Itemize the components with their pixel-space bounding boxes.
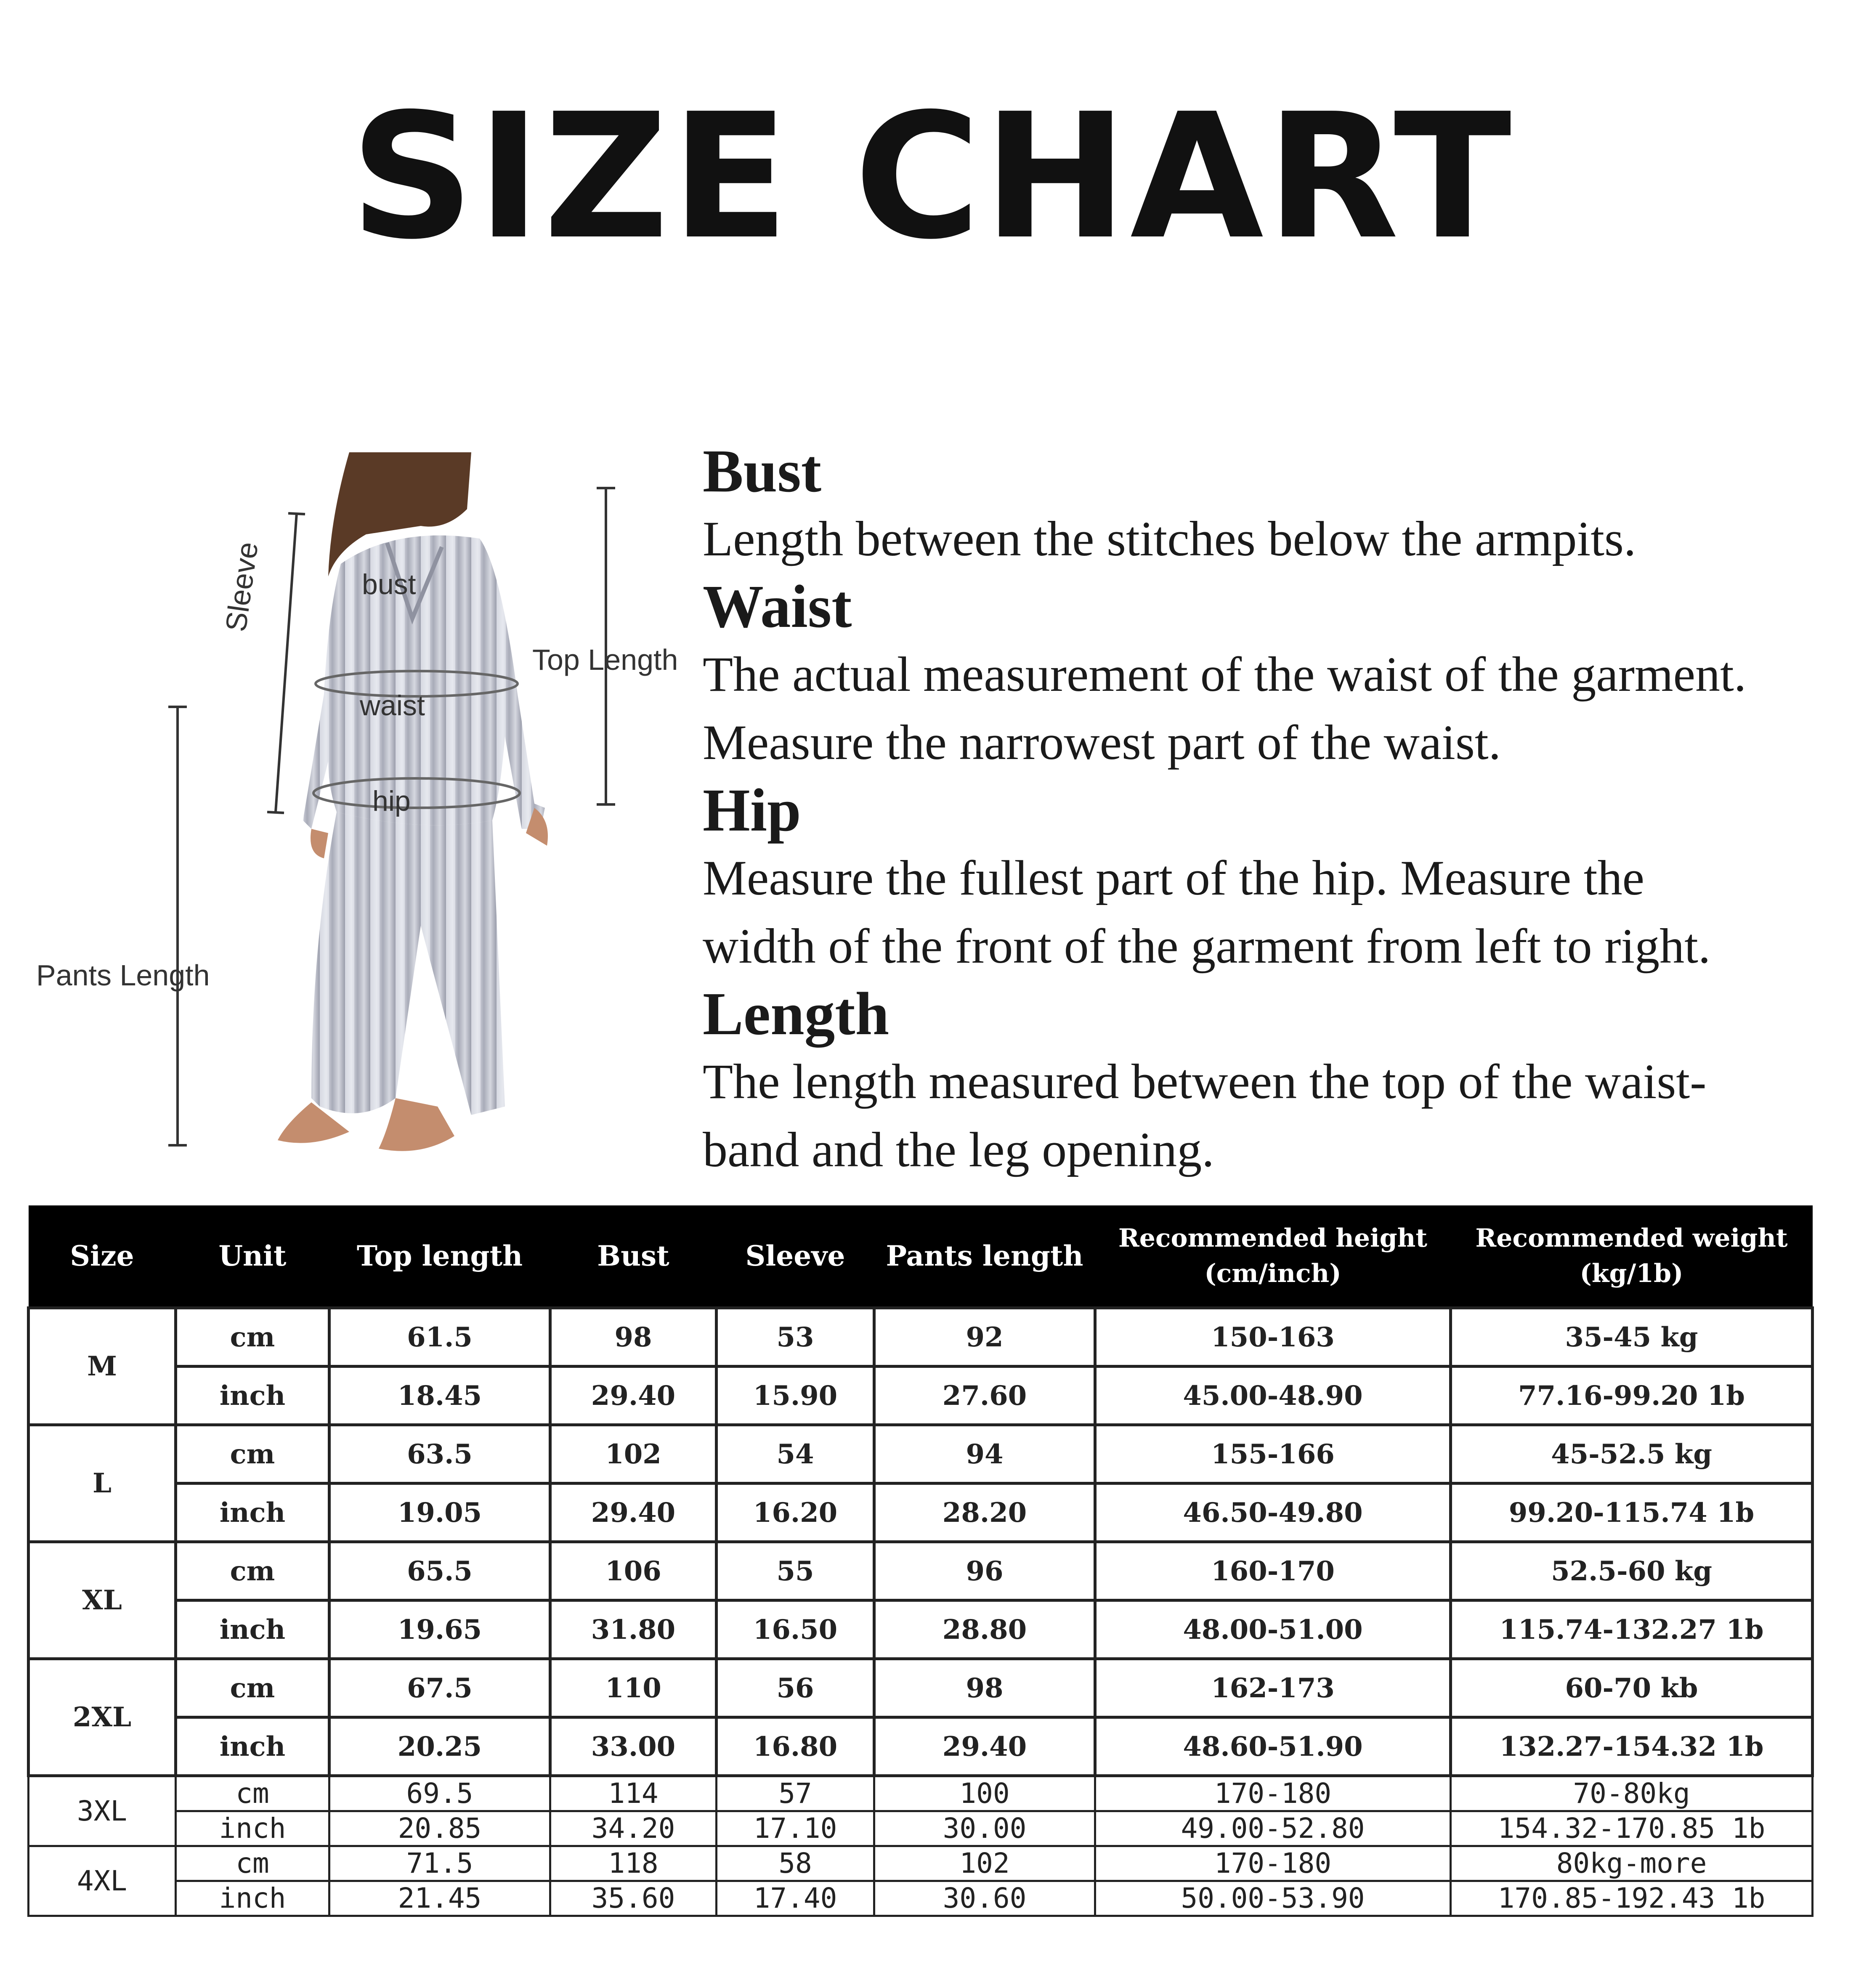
header-line: (cm/inch): [1204, 1259, 1341, 1288]
value-cell: 20.25: [329, 1717, 550, 1776]
header-line: Recommended height: [1118, 1224, 1428, 1253]
unit-cell: inch: [176, 1600, 329, 1659]
table-row: [29, 1308, 1813, 1367]
table-row: [29, 1600, 1813, 1659]
value-cell: 28.80: [874, 1600, 1095, 1659]
table-row: [29, 1542, 1813, 1600]
value-cell: 132.27-154.32 1b: [1451, 1717, 1813, 1776]
value-cell: 118: [550, 1846, 717, 1881]
value-cell: 18.45: [329, 1367, 550, 1425]
value-cell: 65.5: [329, 1542, 550, 1600]
size-table: [27, 1205, 1814, 1917]
value-cell: 92: [874, 1308, 1095, 1367]
header-recommended-height: [1095, 1205, 1451, 1308]
definition-text: Measure the fullest part of the hip. Measure the: [703, 850, 1644, 905]
value-cell: 29.40: [874, 1717, 1095, 1776]
value-cell: 100: [874, 1776, 1095, 1811]
value-cell: 69.5: [329, 1776, 550, 1811]
bust-label: bust: [362, 568, 416, 600]
definition-length: [703, 980, 1847, 1184]
value-cell: 53: [717, 1308, 874, 1367]
definition-text: The actual measurement of the waist of the garment.: [703, 647, 1747, 702]
value-cell: 61.5: [329, 1308, 550, 1367]
unit-cell: cm: [176, 1425, 329, 1484]
value-cell: 48.60-51.90: [1095, 1717, 1451, 1776]
value-cell: 56: [717, 1659, 874, 1717]
unit-cell: inch: [176, 1881, 329, 1916]
value-cell: 63.5: [329, 1425, 550, 1484]
garment-figure: [17, 442, 698, 1178]
value-cell: 30.00: [874, 1811, 1095, 1846]
measurement-definitions: [703, 438, 1847, 1184]
value-cell: 162-173: [1095, 1659, 1451, 1717]
definition-text: Length between the stitches below the armpits.: [703, 511, 1636, 566]
value-cell: 58: [717, 1846, 874, 1881]
definition-heading: Length: [703, 980, 890, 1048]
value-cell: 27.60: [874, 1367, 1095, 1425]
header-unit: Unit: [176, 1205, 329, 1308]
table-row: [29, 1811, 1813, 1846]
definition-text: band and the leg opening.: [703, 1122, 1214, 1177]
definition-heading: Waist: [703, 573, 852, 640]
unit-cell: cm: [176, 1846, 329, 1881]
value-cell: 114: [550, 1776, 717, 1811]
table-row: [29, 1367, 1813, 1425]
value-cell: 80kg-more: [1451, 1846, 1813, 1881]
value-cell: 45-52.5 kg: [1451, 1425, 1813, 1484]
header-recommended-weight: [1451, 1205, 1813, 1308]
value-cell: 16.50: [717, 1600, 874, 1659]
definition-text: width of the front of the garment from left to right.: [703, 918, 1711, 974]
table-row: [29, 1846, 1813, 1881]
value-cell: 71.5: [329, 1846, 550, 1881]
table-row: [29, 1659, 1813, 1717]
unit-cell: inch: [176, 1717, 329, 1776]
top-length-label: Top Length: [532, 643, 678, 676]
value-cell: 98: [874, 1659, 1095, 1717]
unit-cell: inch: [176, 1367, 329, 1425]
header-sleeve: Sleeve: [717, 1205, 874, 1308]
table-row: [29, 1484, 1813, 1542]
value-cell: 99.20-115.74 1b: [1451, 1484, 1813, 1542]
value-cell: 54: [717, 1425, 874, 1484]
unit-cell: cm: [176, 1308, 329, 1367]
value-cell: 16.20: [717, 1484, 874, 1542]
value-cell: 30.60: [874, 1881, 1095, 1916]
value-cell: 28.20: [874, 1484, 1095, 1542]
hip-label: hip: [372, 785, 411, 817]
table-header-row: [29, 1205, 1813, 1308]
value-cell: 29.40: [550, 1367, 717, 1425]
table-row: [29, 1425, 1813, 1484]
value-cell: 77.16-99.20 1b: [1451, 1367, 1813, 1425]
value-cell: 67.5: [329, 1659, 550, 1717]
value-cell: 155-166: [1095, 1425, 1451, 1484]
value-cell: 160-170: [1095, 1542, 1451, 1600]
header-line: Recommended weight: [1475, 1224, 1788, 1253]
header-line: (kg/1b): [1580, 1259, 1683, 1288]
size-cell: M: [29, 1308, 176, 1425]
value-cell: 170.85-192.43 1b: [1451, 1881, 1813, 1916]
definition-hip: [703, 777, 1847, 980]
value-cell: 34.20: [550, 1811, 717, 1846]
page-title: SIZE CHART: [350, 76, 1514, 277]
value-cell: 170-180: [1095, 1846, 1451, 1881]
value-cell: 35.60: [550, 1881, 717, 1916]
size-cell: XL: [29, 1542, 176, 1659]
table-row: [29, 1881, 1813, 1916]
value-cell: 106: [550, 1542, 717, 1600]
value-cell: 60-70 kb: [1451, 1659, 1813, 1717]
value-cell: 110: [550, 1659, 717, 1717]
value-cell: 57: [717, 1776, 874, 1811]
unit-cell: inch: [176, 1484, 329, 1542]
value-cell: 154.32-170.85 1b: [1451, 1811, 1813, 1846]
value-cell: 52.5-60 kg: [1451, 1542, 1813, 1600]
value-cell: 33.00: [550, 1717, 717, 1776]
definition-text: Measure the narrowest part of the waist.: [703, 715, 1501, 770]
value-cell: 20.85: [329, 1811, 550, 1846]
definition-text: The length measured between the top of the waist-: [703, 1054, 1707, 1109]
pajama-illustration: [17, 442, 698, 1178]
unit-cell: cm: [176, 1776, 329, 1811]
value-cell: 98: [550, 1308, 717, 1367]
unit-cell: cm: [176, 1659, 329, 1717]
size-cell: 2XL: [29, 1659, 176, 1776]
sleeve-label: Sleeve: [219, 540, 265, 634]
definition-heading: Bust: [703, 438, 822, 505]
size-cell: L: [29, 1425, 176, 1542]
definition-waist: [703, 573, 1847, 777]
table-body: [29, 1308, 1813, 1916]
value-cell: 35-45 kg: [1451, 1308, 1813, 1367]
value-cell: 94: [874, 1425, 1095, 1484]
header-pants-length: Pants length: [874, 1205, 1095, 1308]
value-cell: 31.80: [550, 1600, 717, 1659]
value-cell: 19.05: [329, 1484, 550, 1542]
header-top-length: Top length: [329, 1205, 550, 1308]
value-cell: 115.74-132.27 1b: [1451, 1600, 1813, 1659]
value-cell: 29.40: [550, 1484, 717, 1542]
value-cell: 96: [874, 1542, 1095, 1600]
value-cell: 45.00-48.90: [1095, 1367, 1451, 1425]
value-cell: 15.90: [717, 1367, 874, 1425]
waist-label: waist: [360, 690, 425, 722]
table-row: [29, 1717, 1813, 1776]
value-cell: 48.00-51.00: [1095, 1600, 1451, 1659]
header-size: Size: [29, 1205, 176, 1308]
unit-cell: inch: [176, 1811, 329, 1846]
table-row: [29, 1776, 1813, 1811]
value-cell: 170-180: [1095, 1776, 1451, 1811]
value-cell: 46.50-49.80: [1095, 1484, 1451, 1542]
value-cell: 150-163: [1095, 1308, 1451, 1367]
size-cell: 4XL: [29, 1846, 176, 1916]
value-cell: 50.00-53.90: [1095, 1881, 1451, 1916]
value-cell: 102: [550, 1425, 717, 1484]
value-cell: 19.65: [329, 1600, 550, 1659]
header-bust: Bust: [550, 1205, 717, 1308]
definition-heading: Hip: [703, 777, 801, 844]
value-cell: 49.00-52.80: [1095, 1811, 1451, 1846]
definition-bust: [703, 438, 1847, 573]
size-cell: 3XL: [29, 1776, 176, 1846]
unit-cell: cm: [176, 1542, 329, 1600]
pants-length-label: Pants Length: [36, 959, 210, 992]
value-cell: 70-80kg: [1451, 1776, 1813, 1811]
value-cell: 16.80: [717, 1717, 874, 1776]
value-cell: 55: [717, 1542, 874, 1600]
value-cell: 17.10: [717, 1811, 874, 1846]
value-cell: 21.45: [329, 1881, 550, 1916]
value-cell: 17.40: [717, 1881, 874, 1916]
value-cell: 102: [874, 1846, 1095, 1881]
